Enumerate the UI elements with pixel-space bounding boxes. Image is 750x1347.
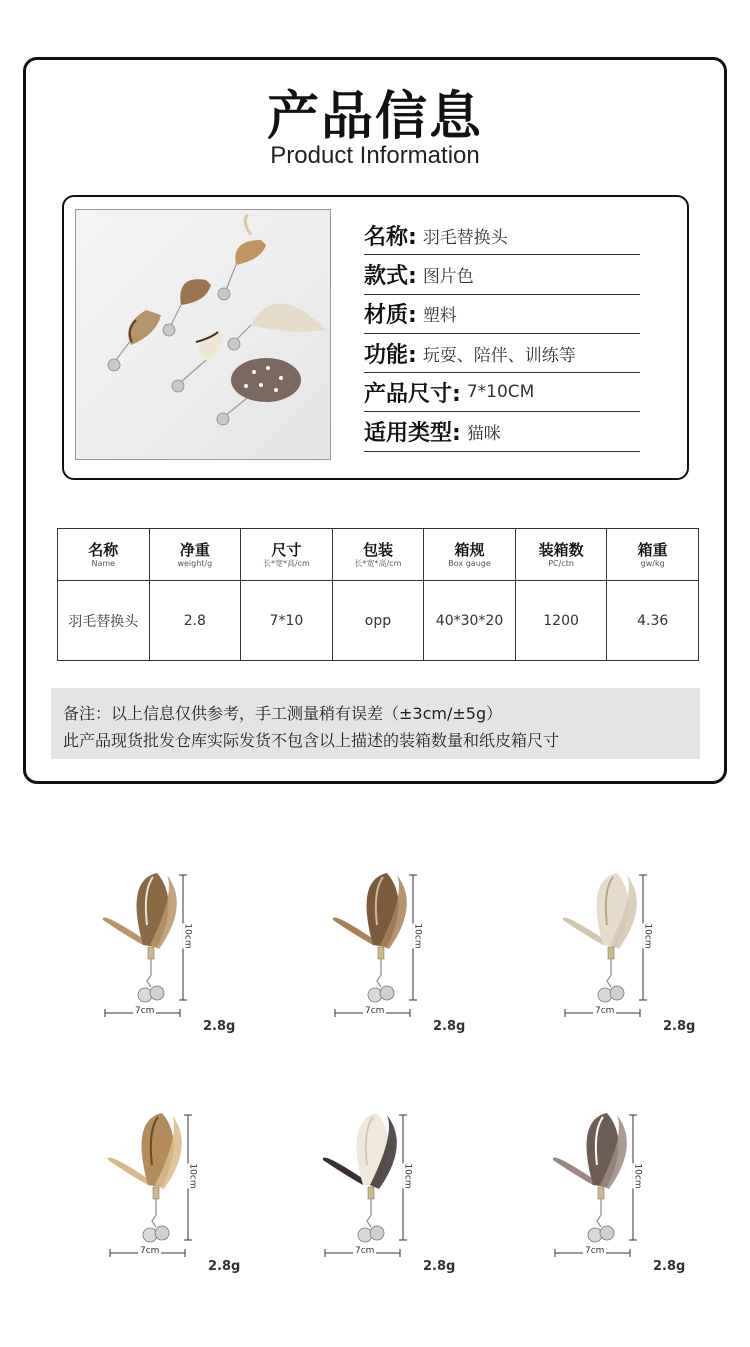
- feather-toy-illustration: [315, 1105, 465, 1275]
- table-cell: 4.36: [607, 581, 699, 661]
- height-dimension-label: 10cm: [182, 923, 193, 949]
- attr-label: 适用类型:: [364, 421, 461, 447]
- width-dimension-label: 7cm: [595, 1006, 615, 1016]
- width-dimension-label: 7cm: [585, 1246, 605, 1256]
- product-item: [545, 1105, 695, 1275]
- page-title: 产品信息: [266, 87, 483, 147]
- attr-row-type: [364, 412, 640, 451]
- feather-toy-illustration: [325, 865, 475, 1035]
- width-dimension-label: 7cm: [140, 1246, 160, 1256]
- attr-label: 名称:: [364, 224, 417, 250]
- feather-group-illustration: [76, 210, 331, 460]
- height-dimension-label: 10cm: [632, 1163, 643, 1189]
- attr-value: 塑料: [422, 306, 457, 327]
- table-row: [58, 581, 699, 661]
- weight-label: 2.8g: [203, 1019, 236, 1034]
- width-dimension-label: 7cm: [355, 1246, 375, 1256]
- attr-label: 款式:: [364, 263, 417, 289]
- feather-toy-illustration: [555, 865, 705, 1035]
- note-line-2: 此产品现货批发仓库实际发货不包含以上描述的装箱数量和纸皮箱尺寸: [63, 731, 560, 750]
- attr-row-function: [364, 334, 640, 373]
- col-header: 箱规 Box gauge: [424, 529, 516, 581]
- table-cell: 40*30*20: [424, 581, 516, 661]
- attr-value: 玩耍、陪伴、训练等: [422, 345, 576, 366]
- product-photo: [75, 209, 331, 460]
- attr-row-name: [364, 216, 640, 255]
- feather-toy-illustration: [100, 1105, 250, 1275]
- product-item: [315, 1105, 465, 1275]
- weight-label: 2.8g: [423, 1259, 456, 1274]
- col-header: 装箱数 PC/ctn: [515, 529, 607, 581]
- col-header: 尺寸 长*宽*高/cm: [241, 529, 333, 581]
- table-cell: 羽毛替换头: [58, 581, 150, 661]
- feather-toy-illustration: [545, 1105, 695, 1275]
- note-box: [51, 688, 700, 759]
- weight-label: 2.8g: [663, 1019, 696, 1034]
- attr-value: 7*10CM: [466, 382, 535, 403]
- attr-label: 功能:: [364, 342, 417, 368]
- weight-label: 2.8g: [433, 1019, 466, 1034]
- spec-table: [57, 528, 699, 661]
- table-cell: 1200: [515, 581, 607, 661]
- col-header: 箱重 gw/kg: [607, 529, 699, 581]
- col-header: 包装 长*宽*高/cm: [332, 529, 424, 581]
- col-header: 名称 Name: [58, 529, 150, 581]
- weight-label: 2.8g: [653, 1259, 686, 1274]
- height-dimension-label: 10cm: [642, 923, 653, 949]
- col-header: 净重 weight/g: [149, 529, 241, 581]
- spec-header-row: [58, 529, 699, 581]
- table-cell: opp: [332, 581, 424, 661]
- height-dimension-label: 10cm: [187, 1163, 198, 1189]
- width-dimension-label: 7cm: [135, 1006, 155, 1016]
- attr-label: 产品尺寸:: [364, 381, 461, 407]
- feather-toy-illustration: [95, 865, 245, 1035]
- attr-row-size: [364, 373, 640, 412]
- table-cell: 7*10: [241, 581, 333, 661]
- page-subtitle: Product Information: [270, 142, 480, 169]
- attr-row-material: [364, 295, 640, 334]
- product-item: [555, 865, 705, 1035]
- width-dimension-label: 7cm: [365, 1006, 385, 1016]
- weight-label: 2.8g: [208, 1259, 241, 1274]
- attr-value: 羽毛替换头: [422, 227, 508, 248]
- product-item: [325, 865, 475, 1035]
- attr-row-style: [364, 255, 640, 294]
- attr-value: 猫咪: [466, 424, 501, 445]
- attr-label: 材质:: [364, 303, 417, 329]
- height-dimension-label: 10cm: [412, 923, 423, 949]
- attribute-list: [364, 216, 640, 452]
- height-dimension-label: 10cm: [402, 1163, 413, 1189]
- product-item: [95, 865, 245, 1035]
- attr-value: 图片色: [422, 266, 474, 287]
- note-line-1: 备注：以上信息仅供参考，手工测量稍有误差（±3cm/±5g）: [63, 704, 503, 723]
- product-item: [100, 1105, 250, 1275]
- table-cell: 2.8: [149, 581, 241, 661]
